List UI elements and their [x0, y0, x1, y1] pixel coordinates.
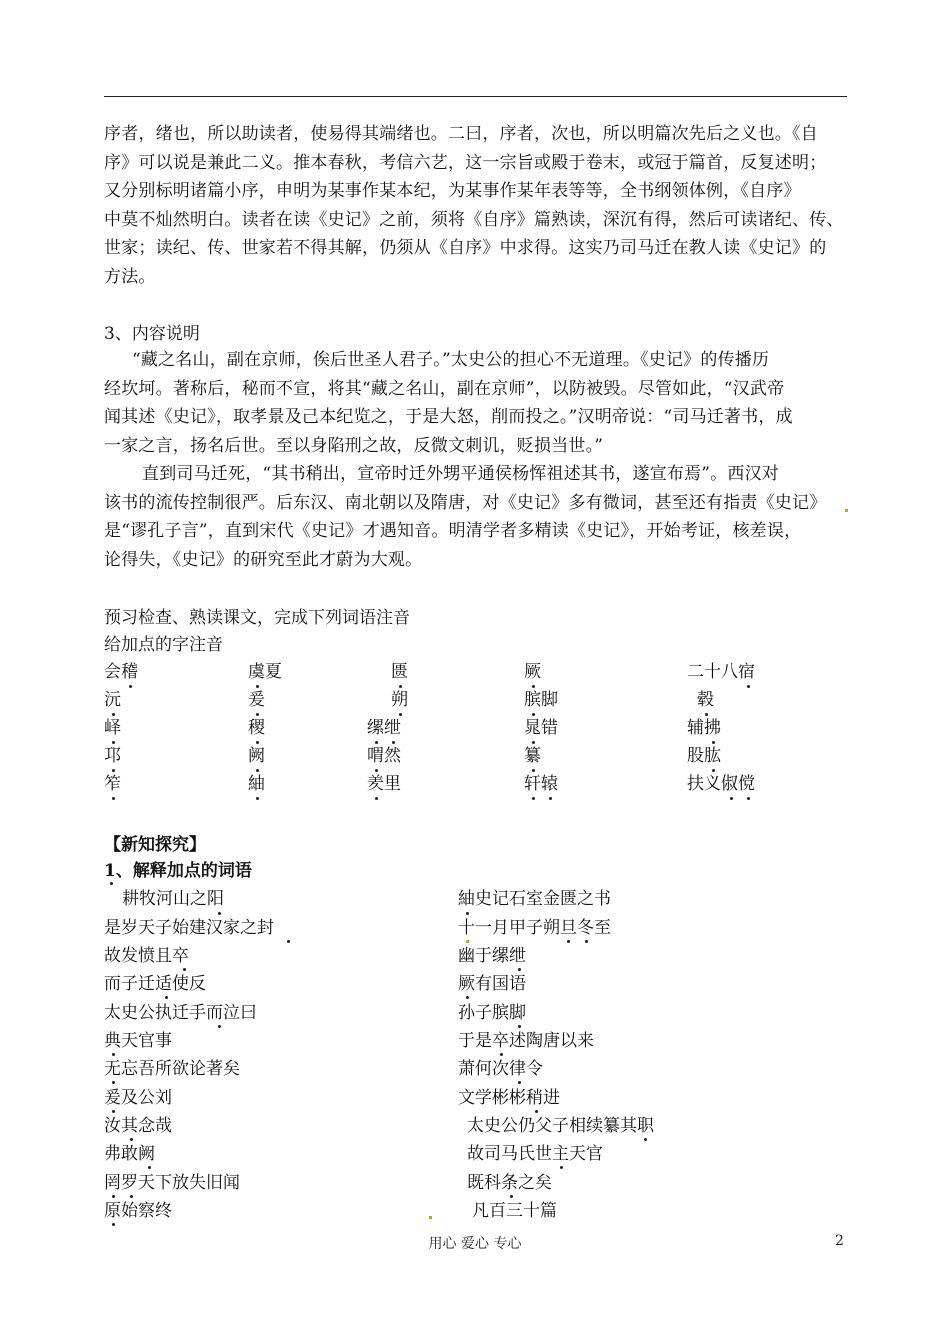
pinyin-item: 纂	[524, 746, 541, 766]
intro-line: 方法。	[104, 266, 156, 287]
explain-item-right: 太史公仍父子相续纂其职	[467, 1116, 654, 1136]
emphasis-dot	[399, 685, 402, 688]
emphasis-dot	[287, 940, 290, 943]
pinyin-item: 缧绁	[367, 718, 401, 738]
intro-line: 序》可以说是兼此二义。推本春秋，考信六艺，这一宗旨或殿于卷末，或冠于篇首，反复述明；	[104, 152, 827, 173]
pinyin-item: 稷	[248, 718, 265, 738]
explain-item-left: 是岁天子始建汉家之封	[104, 918, 274, 938]
emphasis-dot	[518, 1081, 521, 1084]
emphasis-dot	[466, 912, 469, 915]
emphasis-dot	[532, 797, 535, 800]
explain-item-left: 弗敢阙	[104, 1144, 155, 1164]
emphasis-dot	[256, 797, 259, 800]
section3-paragraph-2	[104, 460, 849, 574]
pinyin-item: 会稽	[104, 662, 138, 682]
emphasis-dot	[518, 1025, 521, 1028]
emphasis-dot	[130, 1195, 133, 1198]
explain-item-right: 厥有国语	[458, 974, 526, 994]
pinyin-item: 紬	[248, 774, 265, 794]
emphasis-dot	[112, 769, 115, 772]
emphasis-dot	[218, 912, 221, 915]
section3-p1-line: 闻其述《史记》，取孝景及己本纪览之，于是大怒，削而投之。”汉明帝说：“司马迁著书，成	[104, 407, 793, 428]
emphasis-dot	[129, 685, 132, 688]
emphasis-dot	[256, 741, 259, 744]
explain-item-right: 十一月甲子朔旦冬至	[458, 918, 611, 938]
emphasis-dot	[712, 769, 715, 772]
explain-item-right: 于是卒述陶唐以来	[458, 1031, 594, 1051]
emphasis-dot	[256, 713, 259, 716]
explain-item-left: 典天官事	[104, 1031, 172, 1051]
emphasis-dot	[183, 968, 186, 971]
explore-heading: 【新知探究】	[104, 835, 206, 855]
pinyin-item: 羑里	[367, 774, 401, 794]
emphasis-dot	[392, 741, 395, 744]
emphasis-dot	[585, 940, 588, 943]
preview-heading: 预习检查、熟读课文，完成下列词语注音	[104, 608, 410, 628]
section3-p1-line: 经坎坷。著称后，秘而不宣，将其“藏之名山，副在京师”，以防被毁。尽管如此，“汉武帝	[104, 378, 785, 399]
emphasis-dot	[130, 1138, 133, 1141]
emphasis-dot	[110, 882, 113, 885]
explain-item-left: 故发愤且卒	[104, 946, 189, 966]
emphasis-dot	[560, 1166, 563, 1169]
pinyin-item: 虞夏	[248, 662, 282, 682]
pinyin-item: 辅拂	[687, 718, 721, 738]
emphasis-dot	[644, 1138, 647, 1141]
intro-line: 又分别标明诸篇小序，申明为某事作某本纪，为某事作某年表等等，全书纲领体例，《自序》	[104, 181, 801, 202]
explain-item-right: 凡百三十篇	[472, 1201, 557, 1221]
section3-p2-line: 该书的流传控制很严。后东汉、南北朝以及隋唐，对《史记》多有微词，甚至还有指责《史记》	[104, 492, 827, 513]
explain-item-right: 既科条之矣	[467, 1173, 552, 1193]
emphasis-dot	[510, 1195, 513, 1198]
emphasis-dot	[256, 685, 259, 688]
pinyin-item: 轩辕	[524, 774, 558, 794]
emphasis-dot	[549, 797, 552, 800]
pinyin-item: 厥	[524, 662, 541, 682]
pinyin-item: 笮	[104, 774, 121, 794]
explain-item-left: 汝其念哉	[104, 1116, 172, 1136]
explain-item-left: 原始察终	[104, 1201, 172, 1221]
emphasis-dot	[532, 713, 535, 716]
pinyin-item: 膑脚	[524, 690, 558, 710]
explain-item-left: 耕牧河山之阳	[122, 889, 224, 909]
explain-item-right: 故司马氏世主天官	[467, 1144, 603, 1164]
section3-heading: 3、内容说明	[104, 324, 200, 344]
section3-p2-line: 是“谬孔子言”，直到宋代《史记》才遇知音。明清学者多精读《史记》，开始考证，核差误，	[104, 521, 802, 542]
emphasis-dot	[112, 713, 115, 716]
emphasis-dot	[165, 996, 168, 999]
explain-item-right: 文学彬彬稍进	[458, 1088, 560, 1108]
section3-p1-line: 一家之言，扬名后世。至以身陷刑之故，反微文刺讥，贬损当世。”	[104, 435, 604, 456]
explain-item-left: 罔罗天下放失旧闻	[104, 1173, 240, 1193]
emphasis-dot	[466, 996, 469, 999]
section3-paragraph-1	[104, 346, 849, 460]
pinyin-item: 股肱	[687, 746, 721, 766]
emphasis-dot	[375, 769, 378, 772]
emphasis-dot	[532, 685, 535, 688]
emphasis-dot	[399, 713, 402, 716]
pinyin-item: 峄	[104, 718, 121, 738]
emphasis-dot	[256, 769, 259, 772]
margin-mark	[429, 1216, 432, 1219]
intro-line: 中莫不灿然明白。读者在读《史记》之前，须将《自序》篇熟读，深沉有得，然后可读诸纪、传、	[104, 209, 844, 230]
pinyin-item: 邛	[104, 746, 121, 766]
emphasis-dot	[218, 1025, 221, 1028]
emphasis-dot	[112, 741, 115, 744]
emphasis-dot	[730, 797, 733, 800]
explain-item-left: 爰及公刘	[104, 1088, 172, 1108]
emphasis-dot	[532, 741, 535, 744]
emphasis-dot	[148, 1166, 151, 1169]
explain-item-right: 幽于缧绁	[458, 946, 526, 966]
intro-line: 序者，绪也，所以助读者，使易得其端绪也。二曰，序者，次也，所以明篇次先后之义也。《自	[104, 124, 818, 144]
emphasis-dot	[532, 769, 535, 772]
emphasis-dot	[500, 1053, 503, 1056]
emphasis-dot	[712, 741, 715, 744]
explain-item-right: 萧何次律令	[458, 1059, 543, 1079]
explain-item-left: 无忘吾所欲论著矣	[104, 1059, 240, 1079]
header-rule	[104, 96, 847, 97]
emphasis-dot	[112, 1081, 115, 1084]
margin-mark	[845, 509, 848, 512]
section3-p2-line: 论得失，《史记》的研究至此才蔚为大观。	[104, 549, 423, 570]
emphasis-dot	[375, 741, 378, 744]
intro-line: 世家；读纪、传、世家若不得其解，仍须从《自序》中求得。这实乃司马迁在教人读《史记》的	[104, 238, 827, 259]
pinyin-item: 毂	[697, 690, 714, 710]
pinyin-item: 匮	[391, 662, 408, 682]
emphasis-dot	[747, 797, 750, 800]
pinyin-item: 朔	[391, 690, 408, 710]
explain-item-right: 孙子膑脚	[458, 1003, 526, 1023]
emphasis-dot	[375, 797, 378, 800]
pinyin-item: 二十八宿	[687, 662, 755, 682]
emphasis-dot	[112, 1195, 115, 1198]
explain-item-left: 而子迁适使反	[104, 974, 206, 994]
emphasis-dot	[747, 685, 750, 688]
emphasis-dot	[518, 968, 521, 971]
emphasis-dot	[112, 1223, 115, 1226]
explain-item-left: 太史公执迁手而泣曰	[104, 1003, 257, 1023]
margin-mark	[466, 940, 469, 943]
pinyin-item: 阙	[248, 746, 265, 766]
emphasis-dot	[535, 1110, 538, 1113]
emphasis-dot	[112, 1110, 115, 1113]
pinyin-item: 扶义俶傥	[687, 774, 755, 794]
pinyin-item: 沅	[104, 690, 121, 710]
pinyin-item: 喟然	[367, 746, 401, 766]
section3-p2-line: 直到司马迁死，“其书稍出，宣帝时迁外甥平通侯杨恽祖述其书，遂宣布焉”。西汉对	[142, 464, 779, 484]
explain-item-right: 紬史记石室金匮之书	[458, 889, 611, 909]
page-number: 2	[835, 1233, 844, 1249]
explore-subheading: 1、解释加点的词语	[104, 861, 252, 881]
emphasis-dot	[567, 940, 570, 943]
emphasis-dot	[112, 797, 115, 800]
preview-subheading: 给加点的字注音	[104, 635, 223, 655]
section3-p1-line: “藏之名山，副在京师，俟后世圣人君子。”太史公的担心不无道理。《史记》的传播历	[132, 350, 770, 370]
pinyin-item: 晁错	[524, 718, 558, 738]
intro-paragraph	[104, 120, 849, 292]
footer-motto: 用心 爱心 专心	[428, 1236, 522, 1252]
emphasis-dot	[112, 1053, 115, 1056]
pinyin-item: 爰	[248, 690, 265, 710]
emphasis-dot	[705, 713, 708, 716]
